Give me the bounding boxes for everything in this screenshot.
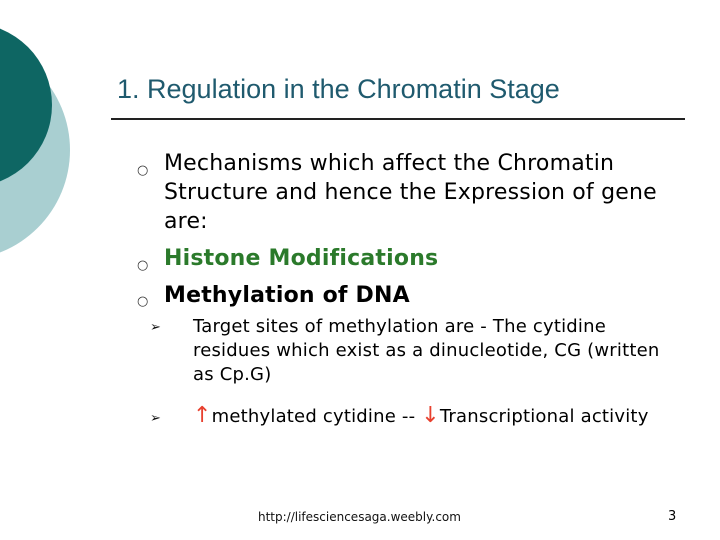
decorative-circles [0, 0, 100, 300]
footer-url[interactable]: http://lifesciencesaga.weebly.com [258, 510, 461, 524]
sub-bullet-target-sites: Target sites of methylation are - The cytidine residues which exist as a dinucleotide, CG (written as Cp.G) [193, 316, 660, 385]
arrow-up-icon: ↑ [193, 403, 212, 428]
arrow-down-icon: ↓ [421, 403, 440, 428]
methylated-cytidine-text: methylated cytidine -- [211, 406, 422, 427]
bullet-mechanisms: Mechanisms which affect the Chromatin Structure and hence the Expression of gene are: [164, 151, 657, 234]
hollow-circle-icon: ○ [137, 163, 149, 178]
arrowhead-icon: ➢ [150, 411, 161, 426]
hollow-circle-icon: ○ [137, 258, 149, 273]
transcriptional-activity-text: Transcriptional activity [439, 406, 649, 427]
bullet-methylation-of-dna: Methylation of DNA [164, 283, 410, 308]
arrowhead-icon: ➢ [150, 320, 161, 335]
sub-bullet-methylated-cytidine [193, 404, 683, 429]
slide-title: 1. Regulation in the Chromatin Stage [117, 74, 560, 104]
page-number: 3 [668, 509, 677, 524]
title-divider [111, 118, 685, 120]
bullet-histone-modifications: Histone Modifications [164, 246, 439, 271]
hollow-circle-icon: ○ [137, 294, 149, 309]
